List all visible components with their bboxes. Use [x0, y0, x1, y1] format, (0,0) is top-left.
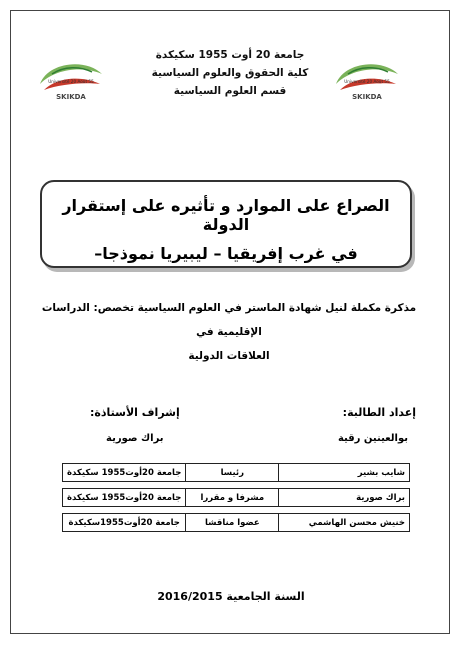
faculty-name: كلية الحقوق والعلوم السياسية	[151, 67, 309, 79]
jury-table	[62, 463, 410, 532]
logo-text-line1: Université 20 Août 55	[48, 79, 94, 84]
university-logo-left	[34, 54, 108, 104]
supervisor-label: إشراف الأستاذة:	[90, 406, 180, 419]
jury-member-role: رئيسا	[186, 464, 279, 482]
jury-member-name: خنيش محسن الهاشمي	[279, 514, 410, 532]
university-logo-right	[330, 54, 404, 104]
jury-member-name: براك صورية	[279, 489, 410, 507]
university-name: جامعة 20 أوت 1955 سكيكدة	[155, 49, 305, 61]
student-name: بوالعينين رقية	[337, 433, 408, 444]
jury-member-role: عضوا مناقشا	[186, 514, 279, 532]
jury-member-name: شايب بشير	[279, 464, 410, 482]
department-name: قسم العلوم السياسية	[173, 85, 287, 97]
thesis-title-line1: الصراع على الموارد و تأثيره على إستقرار الدولة	[62, 196, 390, 234]
table-row	[63, 464, 410, 482]
thesis-title-box	[40, 180, 412, 268]
logo-text-line2: SKIKDA	[56, 93, 86, 101]
jury-member-university: جامعة 20أوت1955 سكيكدة	[63, 464, 186, 482]
supervisor-name: براك صورية	[106, 433, 164, 444]
memo-description	[34, 296, 424, 368]
academic-year: السنة الجامعية 2016/2015	[157, 590, 305, 603]
university-logo-icon	[330, 54, 404, 104]
logo-text-line2: SKIKDA	[352, 93, 382, 101]
thesis-title-line2: في غرب إفريقيا – ليبيريا نموذجا–	[94, 244, 358, 263]
prepared-by-label: إعداد الطالبة:	[342, 406, 416, 419]
table-row	[63, 489, 410, 507]
table-row	[63, 514, 410, 532]
jury-member-role: مشرفا و مقررا	[186, 489, 279, 507]
university-logo-icon	[34, 54, 108, 104]
jury-member-university: جامعة 20أوت1955 سكيكدة	[63, 489, 186, 507]
jury-member-university: جامعة 20أوت1955سكيكدة	[63, 514, 186, 532]
logo-text-line1: Université 20 Août 55	[344, 79, 390, 84]
memo-line1: مذكرة مكملة لنيل شهادة الماستر في العلوم السياسية تخصص: الدراسات الإقليمية في	[41, 302, 417, 338]
memo-line2: العلاقات الدولية	[188, 350, 270, 362]
institution-header	[130, 46, 330, 100]
